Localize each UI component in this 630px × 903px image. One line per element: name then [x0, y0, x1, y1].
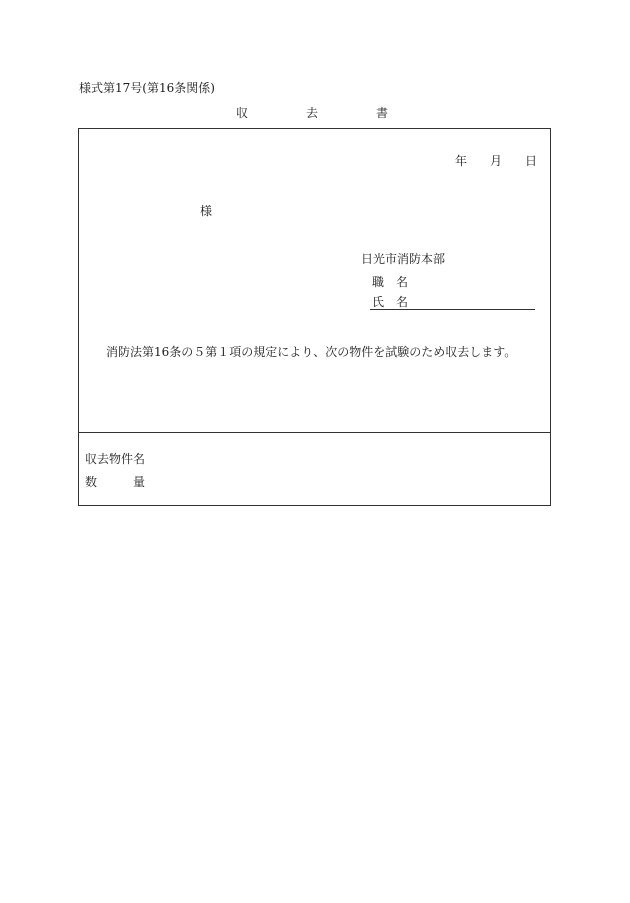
document-title-char-1: 収 — [236, 106, 249, 120]
issuer-name-label: 氏 名 — [372, 295, 409, 309]
issuer-title-label: 職 名 — [372, 275, 409, 289]
form-frame — [78, 128, 551, 506]
quantity-label: 数 量 — [85, 475, 146, 489]
date-month-label: 月 — [490, 154, 503, 168]
document-title-char-3: 書 — [376, 106, 389, 120]
document-title-char-2: 去 — [306, 106, 319, 120]
section-divider — [78, 432, 551, 433]
item-name-label: 収去物件名 — [85, 452, 146, 466]
addressee-suffix: 様 — [200, 204, 213, 218]
form-number-label: 様式第17号(第16条関係) — [79, 81, 215, 95]
issuer-organization: 日光市消防本部 — [361, 252, 446, 266]
body-statement: 消防法第16条の５第１項の規定により、次の物件を試験のため収去します。 — [106, 345, 517, 359]
issuer-name-underline — [370, 309, 535, 310]
date-year-label: 年 — [455, 154, 468, 168]
date-day-label: 日 — [525, 154, 538, 168]
